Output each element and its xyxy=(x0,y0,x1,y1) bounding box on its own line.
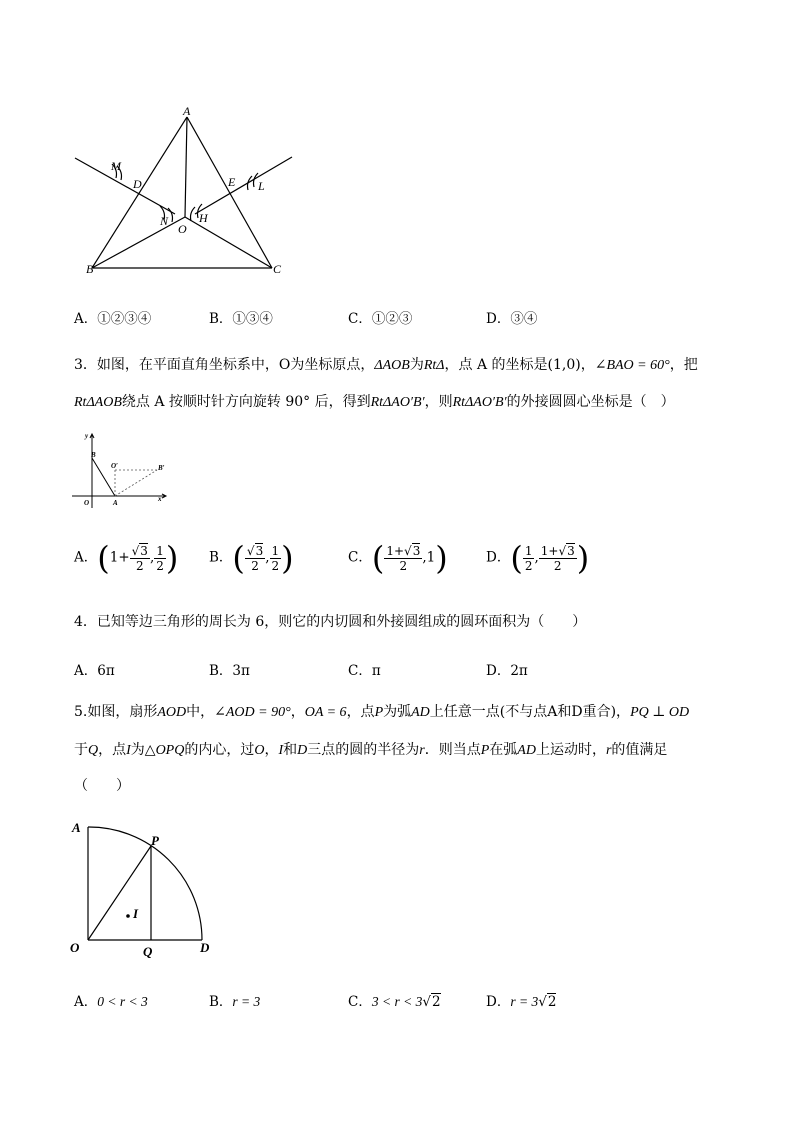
label-D: D xyxy=(200,940,210,955)
label-P: P xyxy=(151,833,159,848)
q3-stem-line2: RtΔAOB绕点 A 按顺时针方向旋转 90° 后，得到RtΔAO′B′，则RtΔAO′B′的外接圆圆心坐标是（ ） xyxy=(74,394,675,410)
q5-option-c[interactable]: C．3 < r < 3√2 xyxy=(348,994,441,1010)
label-O: O xyxy=(70,940,80,955)
q4-stem: 4．已知等边三角形的周长为 6，则它的内切圆和外接圆组成的圆环面积为（ ） xyxy=(74,614,587,630)
label-Q: Q xyxy=(143,944,153,959)
label-O: O xyxy=(84,499,90,507)
q3-option-a[interactable]: A．(1+ $\frac{√3}{2}$ , $\frac{1}{2}$ ) xyxy=(74,539,179,577)
label-M: M xyxy=(111,159,121,173)
label-A: A xyxy=(113,499,118,507)
label-O-prime: O′ xyxy=(111,462,119,470)
q5-stem-line2: 于Q，点I为△OPQ的内心，过O，I和D三点的圆的半径为r．则当点P在弧AD上运动时，r的值满足 xyxy=(74,742,668,758)
q2-option-d[interactable]: D．③④ xyxy=(486,311,538,327)
label-I: I xyxy=(133,906,139,921)
label-D: D xyxy=(133,177,142,191)
q2-option-c[interactable]: C．①②③ xyxy=(348,311,413,327)
q5-option-a[interactable]: A．0 < r < 3 xyxy=(74,994,148,1010)
q3-option-d[interactable]: D．( $\frac{1}{2}$ , $\frac{1+√3}{2}$ ) xyxy=(486,539,590,577)
q4-option-c[interactable]: C．π xyxy=(348,663,381,679)
label-C: C xyxy=(273,262,282,276)
label-y: y xyxy=(85,432,89,440)
q3-stem-line1: 3．如图，在平面直角坐标系中，O为坐标原点，ΔAOB为RtΔ，点 A 的坐标是(1,0)，∠BAO = 60°，把 xyxy=(74,357,698,373)
label-N: N xyxy=(160,214,169,228)
coordinate-rotation-figure xyxy=(70,428,180,510)
label-B: B xyxy=(91,451,96,459)
q4-option-d[interactable]: D．2π xyxy=(486,663,528,679)
incenter-dot xyxy=(126,914,130,918)
label-A: A xyxy=(72,820,81,835)
q3-option-b[interactable]: B．( $\frac{√3}{2}$ , $\frac{1}{2}$ ) xyxy=(209,539,294,577)
label-x: x xyxy=(158,495,162,503)
label-L: L xyxy=(258,179,265,193)
triangle-bisector-figure xyxy=(66,100,306,285)
q4-option-b[interactable]: B．3π xyxy=(209,663,250,679)
q5-option-b[interactable]: B．r = 3 xyxy=(209,994,261,1010)
label-A: A xyxy=(183,104,191,118)
q2-option-a[interactable]: A．①②③④ xyxy=(74,311,152,327)
q3-option-c[interactable]: C．( $\frac{1+√3}{2}$ ,1) xyxy=(348,539,448,577)
q4-option-a[interactable]: A．6π xyxy=(74,663,115,679)
q5-option-d[interactable]: D．r = 3√2 xyxy=(486,994,557,1010)
q2-option-b[interactable]: B．①③④ xyxy=(209,311,273,327)
label-O: O xyxy=(178,222,187,236)
q5-stem-line3: （ ） xyxy=(74,778,130,794)
label-E: E xyxy=(228,175,236,189)
label-B: B xyxy=(86,262,94,276)
q5-stem-line1: 5.如图，扇形AOD中，∠AOD = 90°，OA = 6，点P为弧AD上任意一点(不与点A和D重合)，PQ ⊥ OD xyxy=(74,704,690,720)
sector-figure xyxy=(68,818,218,960)
label-B-prime: B′ xyxy=(158,464,165,472)
label-H: H xyxy=(199,211,208,225)
